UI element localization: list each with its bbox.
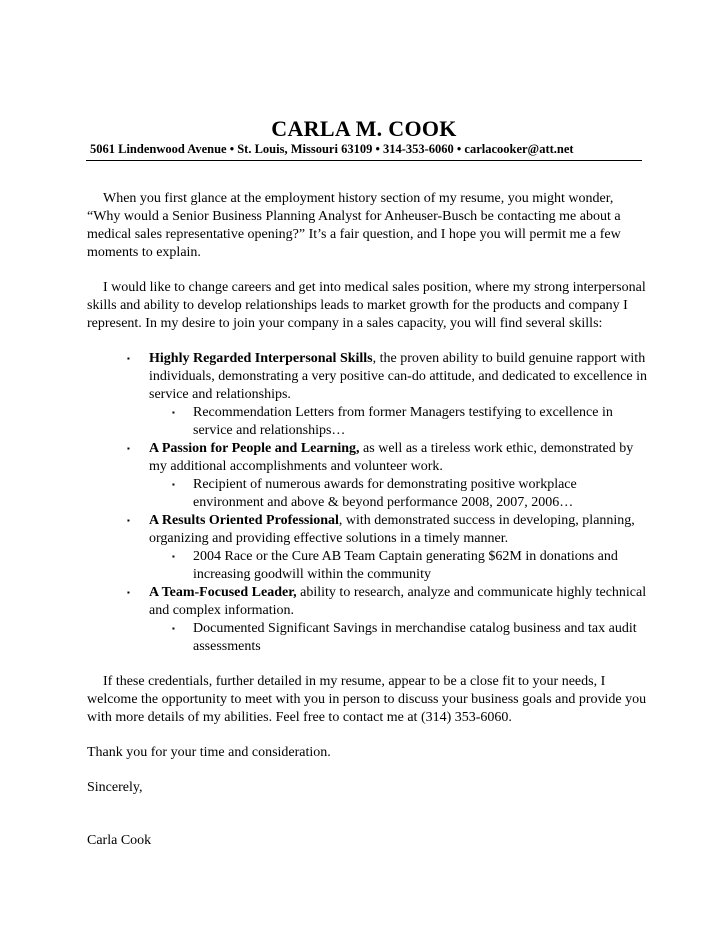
skill-title: A Team-Focused Leader, (149, 585, 297, 600)
skill-text: , with demonstrated success in developing, planning, organizing and providing effective solutions in a timely manner. (149, 513, 635, 546)
intro-paragraph: When you first glance at the employment history section of my resume, you might wonder, “Why would a Senior Business Planning Analyst for Anheuser-Busch be contacting me about a medical sales representative opening?” It’s a fair question, and I hope you will permit me a few moments to explain. (87, 191, 621, 260)
square-bullet-icon: ▪ (172, 552, 175, 561)
skill-sub-list (149, 404, 647, 440)
square-bullet-icon: ▪ (172, 480, 175, 489)
square-bullet-icon: ▪ (172, 408, 175, 417)
skill-item (87, 440, 647, 512)
thanks-line: Thank you for your time and consideration. (87, 745, 331, 760)
applicant-name: CARLA M. COOK (271, 116, 457, 141)
skill-sub-text: 2004 Race or the Cure AB Team Captain generating $62M in donations and increasing goodwill within the community (193, 549, 618, 582)
skill-sub-text: Documented Significant Savings in merchandise catalog business and tax audit assessments (193, 621, 637, 654)
skill-item (87, 584, 647, 656)
skill-sub-list (149, 620, 647, 656)
square-bullet-icon: ▪ (127, 516, 130, 525)
skills-list (87, 350, 647, 656)
contact-line: 5061 Lindenwood Avenue • St. Louis, Missouri 63109 • 314-353-6060 • carlacooker@att.net (90, 142, 574, 156)
skill-sub-item (149, 620, 647, 656)
sign-off: Sincerely, (87, 780, 143, 795)
skill-sub-item (149, 404, 647, 440)
skill-sub-list (149, 548, 647, 584)
skill-item (87, 512, 647, 584)
skill-sub-text: Recommendation Letters from former Managers testifying to excellence in service and relationships… (193, 405, 613, 438)
skill-item (87, 350, 647, 440)
skill-title: Highly Regarded Interpersonal Skills (149, 351, 373, 366)
skill-text: ability to research, analyze and communicate highly technical and complex information. (149, 585, 647, 618)
skill-sub-text: Recipient of numerous awards for demonstrating positive workplace environment and above & beyond performance 2008, 2007, 2006… (193, 477, 577, 510)
skill-sub-item (149, 476, 647, 512)
skill-sub-list (149, 476, 647, 512)
skill-text: , the proven ability to build genuine rapport with individuals, demonstrating a very positive can-do attitude, and dedicated to excellence in service and relationships. (149, 351, 648, 402)
letter-body (87, 190, 647, 867)
square-bullet-icon: ▪ (172, 624, 175, 633)
skill-title: A Results Oriented Professional (149, 513, 339, 528)
skill-title: A Passion for People and Learning, (149, 441, 360, 456)
square-bullet-icon: ▪ (127, 588, 130, 597)
career-change-paragraph: I would like to change careers and get into medical sales position, where my strong interpersonal skills and ability to develop relationships leads to market growth for the products and company I represent. In my desire to join your company in a sales capacity, you will find several skills: (87, 280, 646, 331)
signature-space (87, 814, 647, 832)
skill-sub-item (149, 548, 647, 584)
signature-name: Carla Cook (87, 833, 152, 848)
closing-paragraph: If these credentials, further detailed in my resume, appear to be a close fit to your needs, I welcome the opportunity to meet with you in person to discuss your business goals and provide you with more details of my abilities. Feel free to contact me at (314) 353-6060. (87, 674, 647, 725)
skill-text: as well as a tireless work ethic, demonstrated by my additional accomplishments and volunteer work. (149, 441, 634, 474)
square-bullet-icon: ▪ (127, 444, 130, 453)
square-bullet-icon: ▪ (127, 354, 130, 363)
header-divider (86, 160, 642, 161)
